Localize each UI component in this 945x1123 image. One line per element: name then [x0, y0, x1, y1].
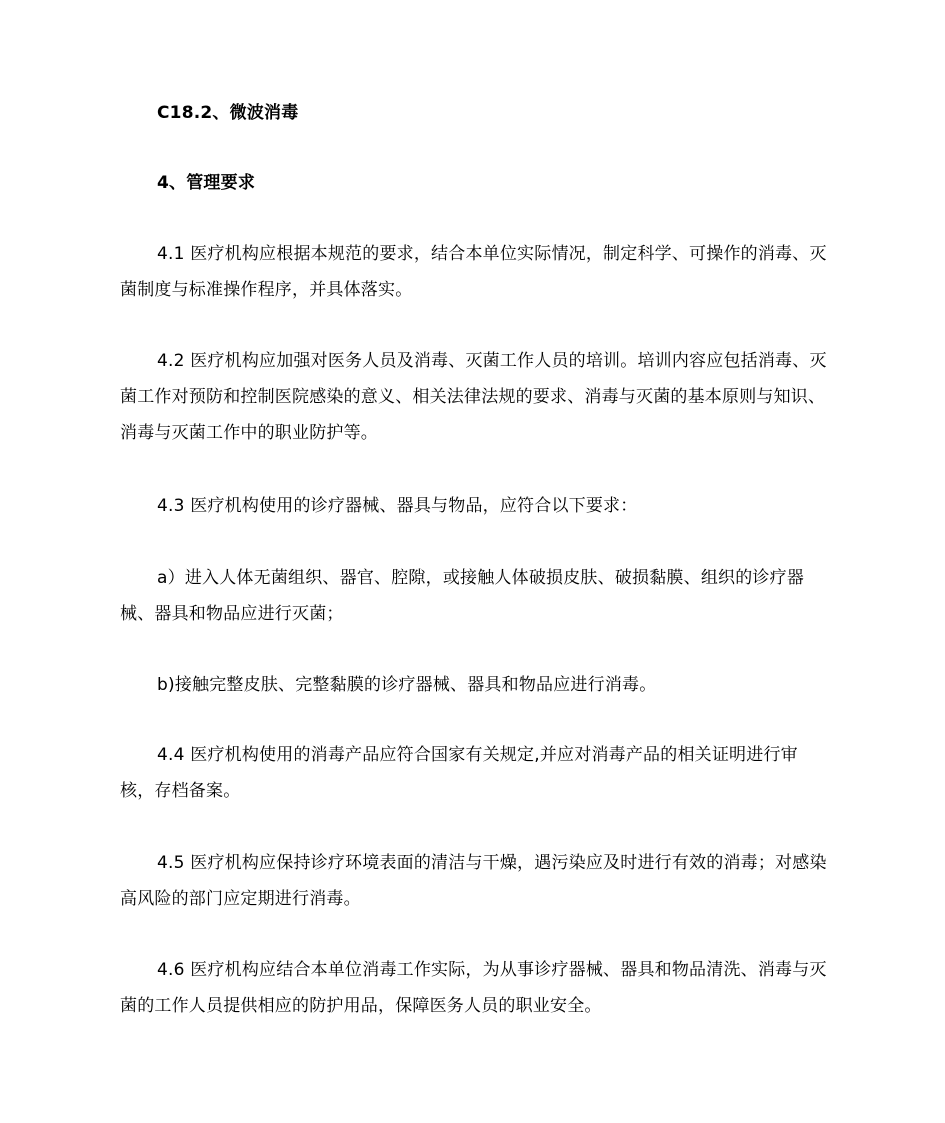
- paragraph-4-3: 4.3 医疗机构使用的诊疗器械、器具与物品，应符合以下要求：: [157, 496, 638, 516]
- paragraph-4-6: 4.6 医疗机构应结合本单位消毒工作实际，为从事诊疗器械、器具和物品清洗、消毒与灭菌的工作人员提供相应的防护用品，保障医务人员的职业安全。: [120, 960, 827, 1016]
- paragraph-4-3-a: a）进入人体无菌组织、器官、腔隙，或接触人体破损皮肤、破损黏膜、组织的诊疗器械、器具和物品应进行灭菌；: [120, 568, 805, 624]
- section-heading: C18.2、微波消毒: [157, 103, 299, 123]
- paragraph-4-2: 4.2 医疗机构应加强对医务人员及消毒、灭菌工作人员的培训。培训内容应包括消毒、灭菌工作对预防和控制医院感染的意义、相关法律法规的要求、消毒与灭菌的基本原则与知识、消毒与灭菌工作中的职业防护等。: [120, 351, 827, 443]
- paragraph-4-1: 4.1 医疗机构应根据本规范的要求，结合本单位实际情况，制定科学、可操作的消毒、灭菌制度与标准操作程序，并具体落实。: [120, 244, 827, 300]
- paragraph-4-3-b: b)接触完整皮肤、完整黏膜的诊疗器械、器具和物品应进行消毒。: [157, 675, 657, 695]
- paragraph-4-4: 4.4 医疗机构使用的消毒产品应符合国家有关规定,并应对消毒产品的相关证明进行审核，存档备案。: [120, 745, 798, 801]
- paragraph-4-5: 4.5 医疗机构应保持诊疗环境表面的清洁与干燥，遇污染应及时进行有效的消毒；对感染高风险的部门应定期进行消毒。: [120, 853, 827, 909]
- subsection-heading: 4、管理要求: [157, 173, 256, 193]
